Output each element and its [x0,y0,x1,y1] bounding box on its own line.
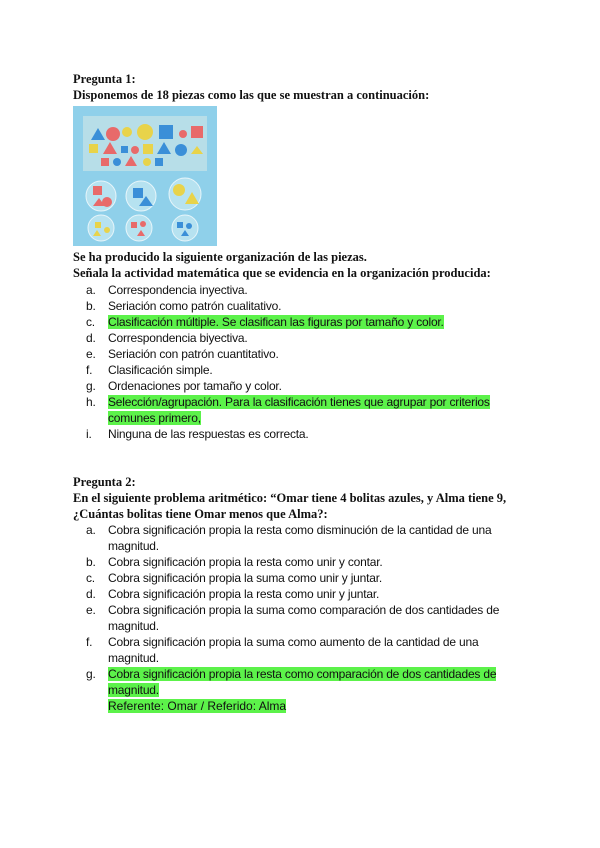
option-text: Cobra significación propia la resta como unir y contar. [108,555,383,569]
option-text: Cobra significación propia la resta como disminución de la cantidad de una magnitud. [108,523,492,553]
q1-option-d[interactable] [86,330,526,346]
q2-option-c[interactable] [86,570,526,586]
option-letter: c. [86,571,95,585]
pieces-photo [73,106,217,246]
option-text: Cobra significación propia la suma como comparación de dos cantidades de magnitud. [108,603,500,633]
question-2-line-1: En el siguiente problema aritmético: “Omar tiene 4 bolitas azules, y Alma tiene 9, [73,491,507,505]
q2-option-a[interactable] [86,522,526,554]
option-letter: h. [86,395,96,409]
q2-option-d[interactable] [86,586,526,602]
q2-option-e[interactable] [86,602,526,634]
option-text-highlighted: Selección/agrupación. Para la clasificación tienes que agrupar por criterios comunes primero, [108,395,490,425]
q2-option-f[interactable] [86,634,526,666]
q1-option-i[interactable] [86,426,526,442]
option-letter: f. [86,635,93,649]
question-1-prompt [73,249,491,281]
option-text: Seriación como patrón cualitativo. [108,299,282,313]
q1-option-f[interactable] [86,362,526,378]
question-2-title: Pregunta 2: [73,475,136,489]
question-1-line-2: Señala la actividad matemática que se evidencia en la organización producida: [73,266,491,280]
option-letter: a. [86,283,96,297]
option-letter: d. [86,587,96,601]
option-text: Correspondencia biyectiva. [108,331,248,345]
question-2-options [86,522,526,714]
option-letter: b. [86,555,96,569]
option-letter: e. [86,347,96,361]
q1-option-b[interactable] [86,298,526,314]
q1-option-e[interactable] [86,346,526,362]
q2-referent-note [86,698,526,714]
q1-option-a[interactable] [86,282,526,298]
question-2-prompt [73,490,506,522]
question-1-line-1: Se ha producido la siguiente organización de las piezas. [73,250,367,264]
option-text: Cobra significación propia la suma como unir y juntar. [108,571,383,585]
option-text: Ordenaciones por tamaño y color. [108,379,282,393]
option-letter: b. [86,299,96,313]
q1-option-c[interactable] [86,314,526,330]
q2-option-b[interactable] [86,554,526,570]
option-letter: c. [86,315,95,329]
referent-text: Referente: Omar / Referido: Alma [108,699,287,713]
option-letter: g. [86,667,96,681]
question-1-title: Pregunta 1: [73,72,136,86]
option-text: Ninguna de las respuestas es correcta. [108,427,309,441]
option-letter: d. [86,331,96,345]
option-text: Seriación con patrón cuantitativo. [108,347,279,361]
question-1-options [86,282,526,442]
option-text: Clasificación simple. [108,363,213,377]
option-letter: f. [86,363,93,377]
option-text: Cobra significación propia la resta como unir y juntar. [108,587,380,601]
option-letter: i. [86,427,92,441]
option-text-highlighted: Clasificación múltiple. Se clasifican las figuras por tamaño y color. [108,315,444,329]
option-letter: a. [86,523,96,537]
question-1-intro: Disponemos de 18 piezas como las que se muestran a continuación: [73,88,430,102]
pieces-illustration [73,106,217,246]
option-text: Cobra significación propia la suma como aumento de la cantidad de una magnitud. [108,635,479,665]
q1-option-g[interactable] [86,378,526,394]
question-2-line-2: ¿Cuántas bolitas tiene Omar menos que Alma?: [73,507,328,521]
option-text: Correspondencia inyectiva. [108,283,248,297]
q2-option-g[interactable] [86,666,526,698]
option-text-highlighted: Cobra significación propia la resta como comparación de dos cantidades de magnitud. [108,667,497,697]
option-letter: g. [86,379,96,393]
q1-option-h[interactable] [86,394,526,426]
option-letter: e. [86,603,96,617]
